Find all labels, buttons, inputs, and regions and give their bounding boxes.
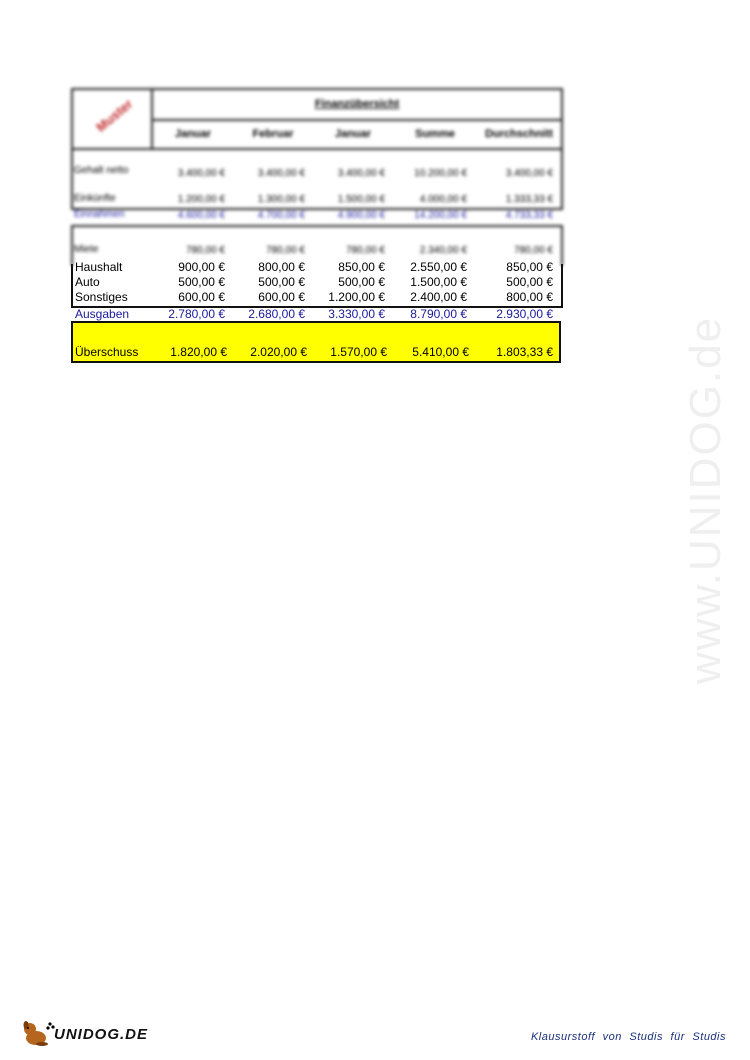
stamp-cell: [73, 90, 153, 148]
cell: 780,00 €: [514, 245, 553, 256]
row-label: Überschuss: [75, 345, 139, 359]
cell: 2.680,00 €: [248, 307, 305, 321]
cell: 14.200,00 €: [414, 210, 467, 221]
cell: 2.400,00 €: [410, 290, 467, 304]
cell: 1.570,00 €: [330, 345, 387, 359]
cell: 4.600,00 €: [177, 210, 225, 221]
cell: 4.900,00 €: [337, 210, 385, 221]
cell: 1.820,00 €: [170, 345, 227, 359]
cell: 1.200,00 €: [177, 194, 225, 205]
expense-total-row: [71, 307, 561, 322]
table-row: [71, 166, 561, 188]
table-title: Finanzübersicht: [153, 90, 561, 121]
column-header: Januar: [334, 128, 372, 140]
column-header: Durchschnitt: [485, 128, 553, 140]
cell: 500,00 €: [258, 275, 305, 289]
cell: 4.733,33 €: [505, 210, 553, 221]
cell: 2.340,00 €: [419, 245, 467, 256]
cell: 850,00 €: [506, 260, 553, 274]
cell: 2.780,00 €: [168, 307, 225, 321]
cell: 600,00 €: [178, 290, 225, 304]
row-label: Einkünfte: [74, 193, 116, 204]
cell: 780,00 €: [346, 245, 385, 256]
cell: 2.930,00 €: [496, 307, 553, 321]
dog-icon: [22, 1018, 56, 1048]
watermark: www.UNIDOG.de: [681, 315, 730, 685]
row-label: Gehalt netto: [74, 165, 129, 176]
cell: 2.550,00 €: [410, 260, 467, 274]
finance-table: [71, 88, 561, 364]
surplus-row: [71, 321, 561, 363]
cell: 5.410,00 €: [412, 345, 469, 359]
cell: 850,00 €: [338, 260, 385, 274]
cell: 3.400,00 €: [505, 168, 553, 179]
cell: 3.400,00 €: [177, 168, 225, 179]
column-header: Februar: [252, 128, 294, 140]
cell: 500,00 €: [338, 275, 385, 289]
table-row: [71, 275, 561, 290]
cell: 4.700,00 €: [257, 210, 305, 221]
footer-tagline: Klausurstoff von Studis für Studis: [530, 1031, 726, 1043]
cell: 780,00 €: [266, 245, 305, 256]
table-row: [71, 260, 561, 275]
cell: 3.330,00 €: [328, 307, 385, 321]
cell: 1.500,00 €: [337, 194, 385, 205]
cell: 780,00 €: [186, 245, 225, 256]
cell: 1.803,33 €: [496, 345, 553, 359]
cell: 800,00 €: [258, 260, 305, 274]
row-label: Sonstiges: [75, 290, 128, 304]
unidog-logo[interactable]: [22, 1018, 149, 1048]
row-label: Einnahmen: [74, 209, 125, 220]
logo-text: UNIDOG.DE: [54, 1026, 149, 1043]
row-label: Ausgaben: [75, 307, 130, 321]
table-row: [71, 245, 561, 257]
cell: 1.200,00 €: [328, 290, 385, 304]
cell: 800,00 €: [506, 290, 553, 304]
column-header: Januar: [174, 128, 212, 140]
cell: 500,00 €: [506, 275, 553, 289]
cell: 4.000,00 €: [419, 194, 467, 205]
cell: 1.500,00 €: [410, 275, 467, 289]
cell: 2.020,00 €: [250, 345, 307, 359]
cell: 8.790,00 €: [410, 307, 467, 321]
cell: 900,00 €: [178, 260, 225, 274]
cell: 3.400,00 €: [337, 168, 385, 179]
header-box: [71, 88, 563, 150]
cell: 600,00 €: [258, 290, 305, 304]
row-label: Miete: [74, 244, 99, 255]
cell: 1.300,00 €: [257, 194, 305, 205]
table-row: [71, 290, 561, 305]
cell: 500,00 €: [178, 275, 225, 289]
column-header: Summe: [415, 128, 455, 140]
cell: 10.200,00 €: [414, 168, 467, 179]
stamp-text: Muster: [93, 96, 136, 135]
row-label: Haushalt: [75, 260, 123, 274]
cell: 3.400,00 €: [257, 168, 305, 179]
row-label: Auto: [75, 275, 100, 289]
income-total-row: [71, 210, 561, 222]
table-row: [71, 194, 561, 206]
cell: 1.333,33 €: [505, 194, 553, 205]
